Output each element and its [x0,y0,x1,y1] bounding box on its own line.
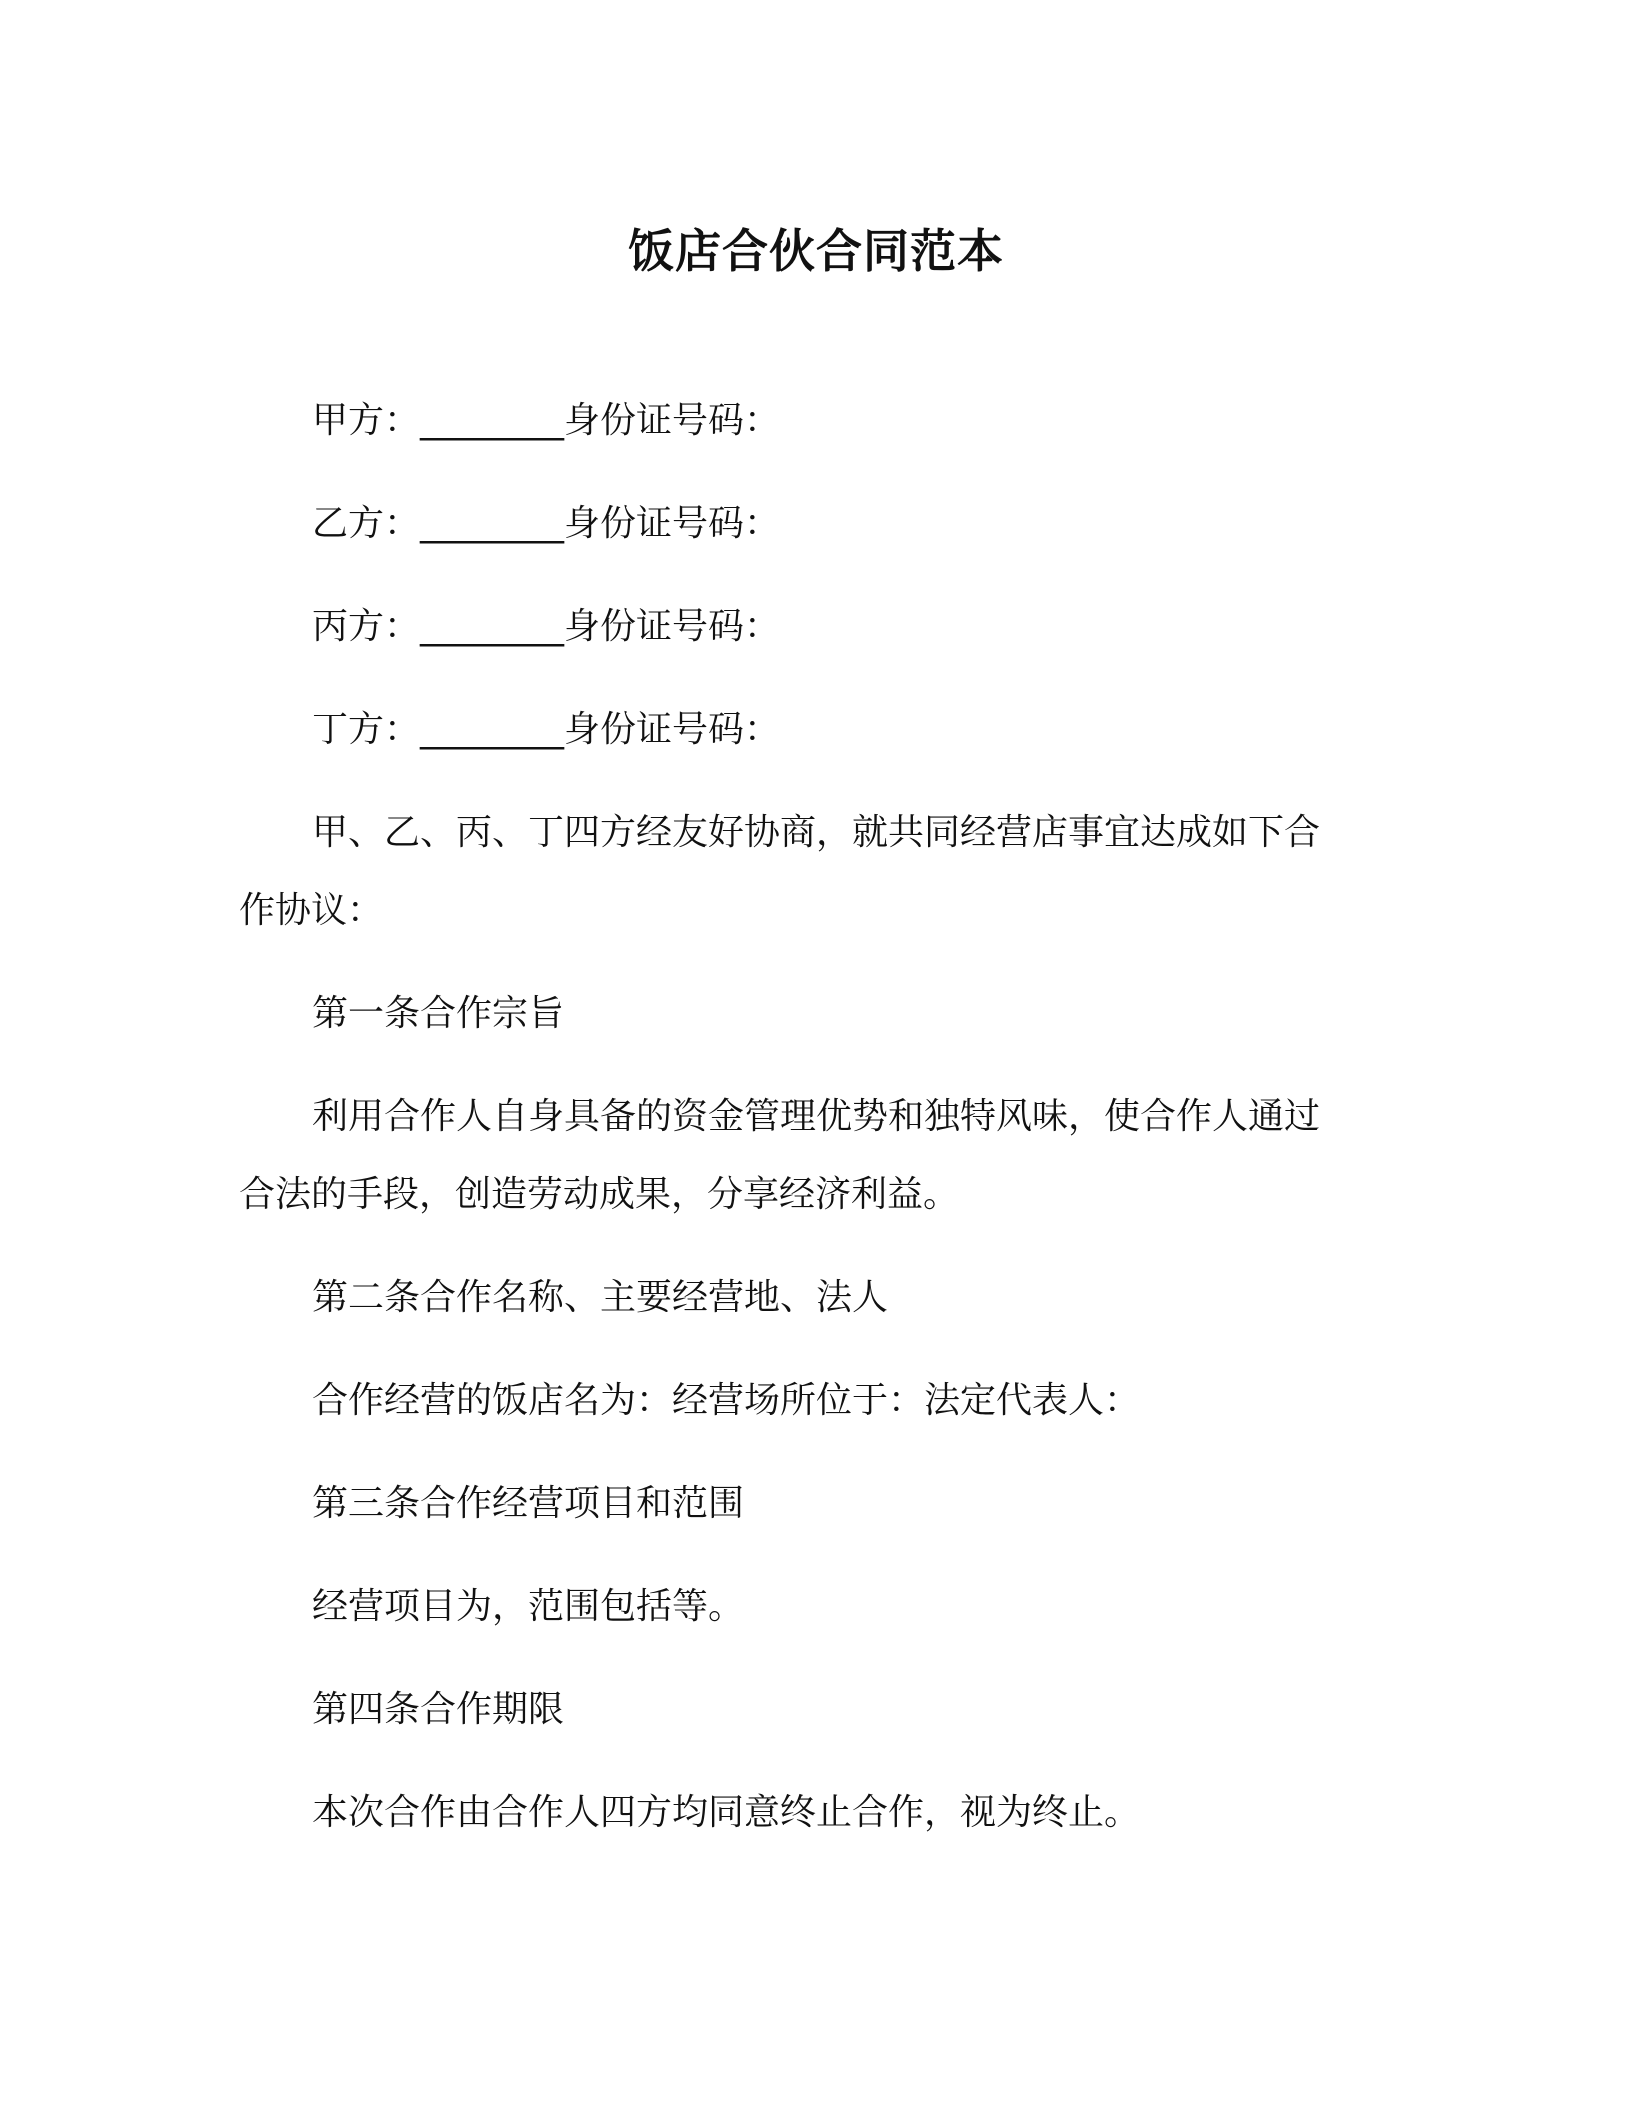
document-title: 饭店合伙合同范本 [628,224,1004,278]
article-1-body-line-2: 合法的手段，创造劳动成果，分享经济利益。 [239,1174,960,1215]
article-4-heading: 第四条合作期限 [312,1689,565,1730]
article-1-body-line-1: 利用合作人自身具备的资金管理优势和独特风味，使合作人通过 [312,1096,1321,1137]
party-b-line: 乙方：________身份证号码： [312,503,781,544]
party-a-line: 甲方：________身份证号码： [312,400,781,441]
article-2-heading: 第二条合作名称、主要经营地、法人 [312,1277,889,1318]
party-d-line: 丁方：________身份证号码： [312,709,781,750]
article-3-heading: 第三条合作经营项目和范围 [312,1483,745,1524]
article-4-body: 本次合作由合作人四方均同意终止合作，视为终止。 [312,1792,1141,1833]
intro-paragraph-line-1: 甲、乙、丙、丁四方经友好协商，就共同经营店事宜达成如下合 [312,812,1321,853]
party-c-line: 丙方：________身份证号码： [312,606,781,647]
article-3-body: 经营项目为，范围包括等。 [312,1586,745,1627]
intro-paragraph-line-2: 作协议： [239,890,384,931]
article-1-heading: 第一条合作宗旨 [312,993,565,1034]
article-2-body: 合作经营的饭店名为：经营场所位于：法定代表人： [312,1380,1141,1421]
